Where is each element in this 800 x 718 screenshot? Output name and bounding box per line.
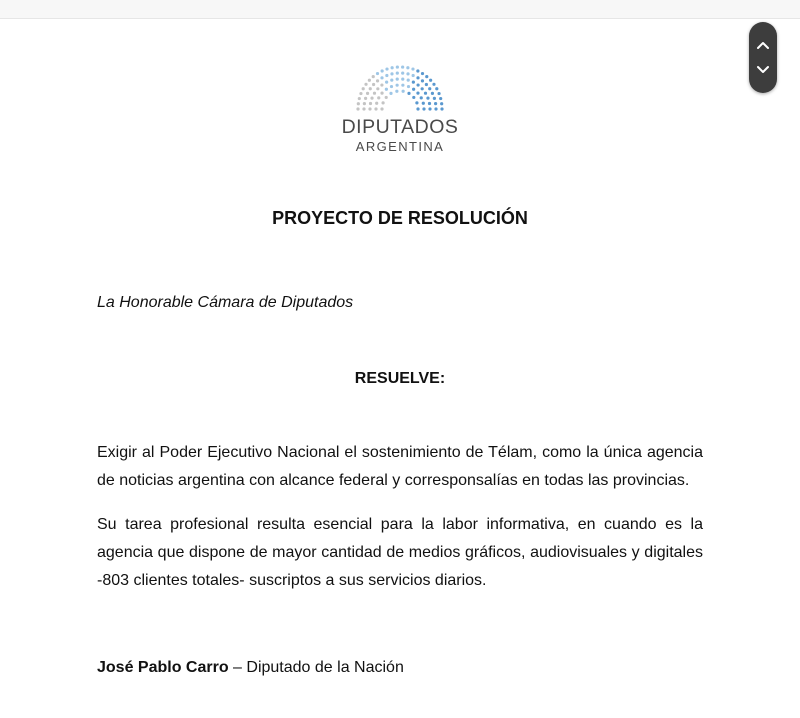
- hemicycle-seat-dot: [435, 87, 438, 90]
- hemicycle-seat-dot: [439, 97, 442, 100]
- hemicycle-seat-dot: [375, 102, 378, 105]
- hemicycle-seat-dot: [390, 79, 393, 82]
- hemicycle-seat-dot: [395, 90, 398, 93]
- hemicycle-seat-dot: [428, 107, 431, 110]
- hemicycle-seat-dot: [425, 75, 428, 78]
- hemicycle-seat-dot: [440, 102, 443, 105]
- hemicycle-seat-dot: [372, 75, 375, 78]
- hemicycle-seat-dot: [376, 87, 379, 90]
- hemicycle-seat-dot: [415, 101, 418, 104]
- hemicycle-seat-dot: [426, 97, 429, 100]
- hemicycle-seat-dot: [437, 92, 440, 95]
- hemicycle-seat-dot: [402, 90, 405, 93]
- hemicycle-seat-dot: [380, 83, 383, 86]
- hemicycle-seat-dot: [366, 92, 369, 95]
- hemicycle-seat-dot: [416, 83, 419, 86]
- hemicycle-seat-dot: [424, 92, 427, 95]
- hemicycle-seat-dot: [416, 91, 419, 94]
- hemicycle-seat-dot: [381, 101, 384, 104]
- hemicycle-seat-dot: [372, 83, 375, 86]
- hemicycle-seat-dot: [406, 66, 409, 69]
- hemicycle-seat-dot: [374, 107, 377, 110]
- hemicycle-seat-dot: [385, 96, 388, 99]
- hemicycle-seat-dot: [362, 87, 365, 90]
- hemicycle-seat-dot: [373, 92, 376, 95]
- hemicycle-seat-dot: [407, 85, 410, 88]
- hemicycle-seat-dot: [401, 65, 404, 68]
- hemicycle-seat-dot: [420, 96, 423, 99]
- hemicycle-seat-dot: [368, 107, 371, 110]
- resolves-heading: RESUELVE:: [354, 370, 446, 387]
- hemicycle-seat-dot: [396, 84, 399, 87]
- hemicycle-seat-dot: [376, 79, 379, 82]
- chevron-up-icon: [756, 40, 770, 50]
- hemicycle-seat-dot: [368, 79, 371, 82]
- hemicycle-seat-dot: [407, 92, 410, 95]
- document-title: PROYECTO DE RESOLUCIÓN: [272, 208, 528, 228]
- hemicycle-seat-dot: [422, 107, 425, 110]
- hemicycle-seat-dot: [412, 81, 415, 84]
- hemicycle-seat-dot: [401, 72, 404, 75]
- hemicycle-seat-dot: [421, 72, 424, 75]
- hemicycle-seat-dot: [416, 107, 419, 110]
- hemicycle-seat-dot: [396, 72, 399, 75]
- hemicycle-seat-dot: [357, 102, 360, 105]
- hemicycle-seat-dot: [390, 72, 393, 75]
- hemicycle-seat-dot: [428, 87, 431, 90]
- page-navigation: [749, 22, 777, 93]
- hemicycle-seat-dot: [358, 97, 361, 100]
- hemicycle-seat-dot: [396, 65, 399, 68]
- signature: [97, 659, 404, 677]
- hemicycle-seat-dot: [401, 84, 404, 87]
- hemicycle-seat-dot: [385, 67, 388, 70]
- hemicycle-icon: [355, 62, 445, 112]
- hemicycle-seat-dot: [359, 92, 362, 95]
- hemicycle-seat-dot: [390, 85, 393, 88]
- hemicycle-seat-dot: [425, 83, 428, 86]
- hemicycle-seat-dot: [396, 78, 399, 81]
- hemicycle-seat-dot: [369, 87, 372, 90]
- chevron-down-icon: [756, 65, 770, 75]
- resolution-paragraph-1: Exigir al Poder Ejecutivo Nacional el sostenimiento de Télam, como la única agencia de noticias argentina con alcance federal y corresponsalías en todas las provincias.: [97, 444, 703, 489]
- hemicycle-seat-dot: [389, 92, 392, 95]
- signer-name: José Pablo Carro: [97, 659, 229, 676]
- resolution-paragraph-2: Su tarea profesional resulta esencial para la labor informativa, en cuando es la agencia que dispone de mayor cantidad de medios gráficos, audiovisuales y digitales -803 clientes totales- suscriptos a sus servicios diarios.: [97, 516, 703, 589]
- hemicycle-seat-dot: [369, 102, 372, 105]
- hemicycle-seat-dot: [356, 107, 359, 110]
- hemicycle-seat-dot: [434, 102, 437, 105]
- hemicycle-seat-dot: [440, 107, 443, 110]
- hemicycle-seat-dot: [434, 107, 437, 110]
- hemicycle-seat-dot: [432, 83, 435, 86]
- logo-title: DIPUTADOS: [341, 116, 459, 138]
- hemicycle-seat-dot: [412, 88, 415, 91]
- hemicycle-seat-dot: [421, 87, 424, 90]
- hemicycle-seat-dot: [364, 97, 367, 100]
- hemicycle-seat-dot: [407, 79, 410, 82]
- hemicycle-seat-dot: [376, 72, 379, 75]
- hemicycle-seat-dot: [416, 76, 419, 79]
- hemicycle-seat-dot: [412, 96, 415, 99]
- hemicycle-seat-dot: [363, 102, 366, 105]
- hemicycle-seat-dot: [370, 97, 373, 100]
- hemicycle-seat-dot: [416, 69, 419, 72]
- hemicycle-seat-dot: [364, 83, 367, 86]
- hemicycle-seat-dot: [385, 74, 388, 77]
- hemicycle-seat-dot: [380, 91, 383, 94]
- hemicycle-seat-dot: [406, 72, 409, 75]
- hemicycle-seat-dot: [381, 69, 384, 72]
- hemicycle-seat-dot: [380, 107, 383, 110]
- next-page-button[interactable]: [749, 55, 777, 85]
- hemicycle-seat-dot: [385, 81, 388, 84]
- hemicycle-seat-dot: [380, 76, 383, 79]
- hemicycle-seat-dot: [385, 88, 388, 91]
- signer-role: – Diputado de la Nación: [228, 659, 404, 676]
- hemicycle-seat-dot: [412, 74, 415, 77]
- hemicycle-seat-dot: [401, 78, 404, 81]
- hemicycle-seat-dot: [377, 96, 380, 99]
- diputados-logo: [330, 62, 470, 158]
- hemicycle-seat-dot: [362, 107, 365, 110]
- chamber-heading: La Honorable Cámara de Diputados: [97, 294, 354, 311]
- hemicycle-seat-dot: [428, 102, 431, 105]
- logo-subtitle: ARGENTINA: [355, 139, 445, 154]
- hemicycle-seat-dot: [421, 79, 424, 82]
- hemicycle-seat-dot: [411, 67, 414, 70]
- hemicycle-seat-dot: [422, 102, 425, 105]
- hemicycle-seat-dot: [433, 97, 436, 100]
- hemicycle-seat-dot: [391, 66, 394, 69]
- hemicycle-seat-dot: [431, 92, 434, 95]
- hemicycle-seat-dot: [429, 79, 432, 82]
- viewer-top-bar: [0, 0, 800, 19]
